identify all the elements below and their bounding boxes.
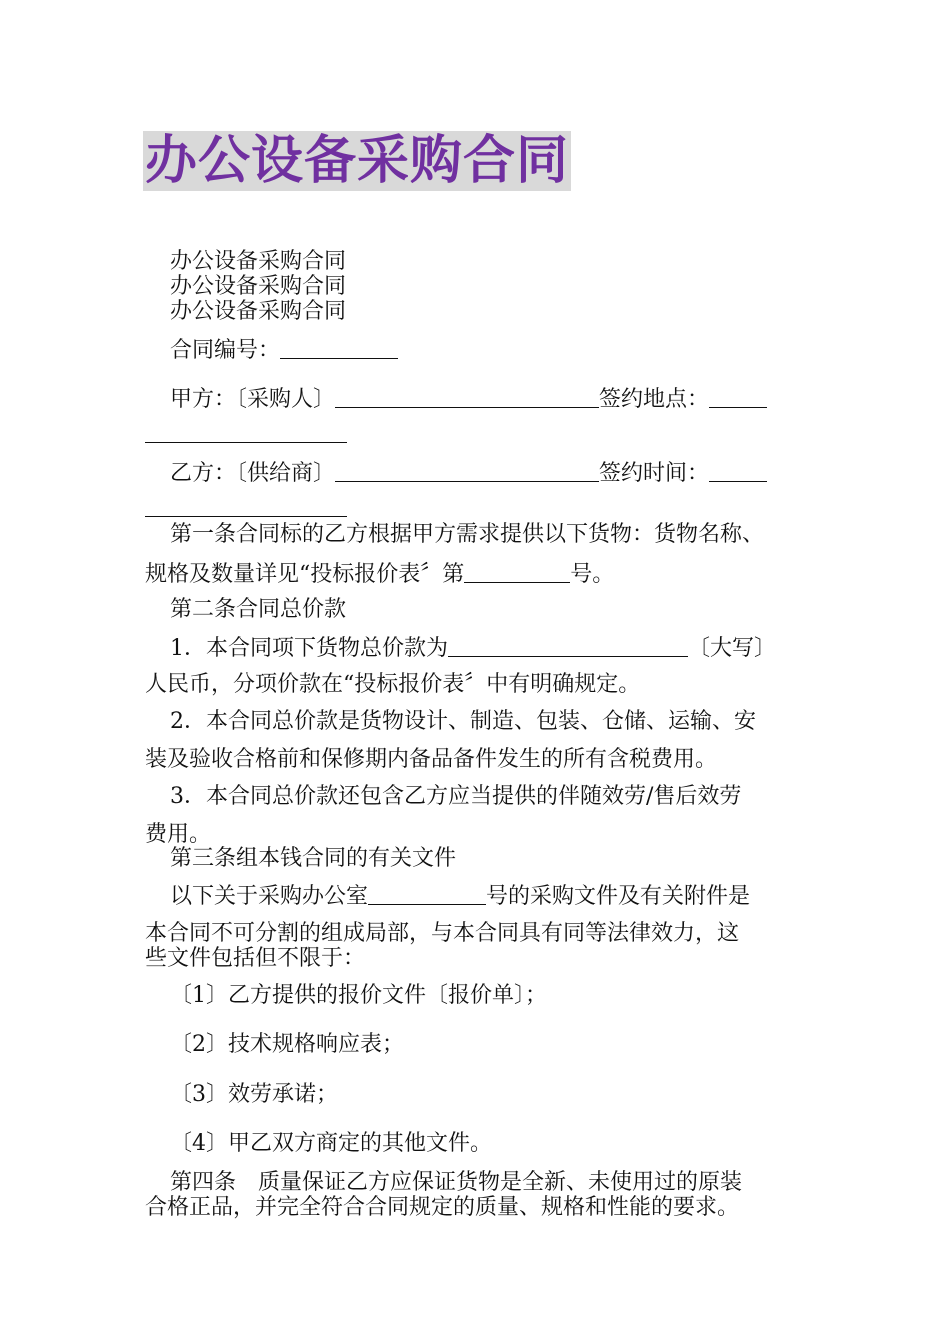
article-4-line-1: 第四条 质量保证乙方应保证货物是全新、未使用过的原装 bbox=[170, 1170, 743, 1195]
article-2-2-line-1: 2．本合同总价款是货物设计、制造、包装、仓储、运输、安 bbox=[170, 709, 756, 734]
document-title: 办公设备采购合同 bbox=[145, 131, 570, 191]
article-2-1-text: 1．本合同项下货物总价款为 bbox=[170, 636, 448, 661]
article-2-title: 第二条合同总价款 bbox=[170, 597, 347, 622]
article-1-line-1: 第一条合同标的乙方根据甲方需求提供以下货物：货物名称、 bbox=[170, 522, 765, 547]
party-b-blank bbox=[335, 459, 599, 482]
subtitle-line: 办公设备采购合同 bbox=[170, 299, 347, 324]
sign-place-label: 签约地点： bbox=[599, 387, 710, 412]
article-2-2-line-2: 装及验收合格前和保修期内备品备件发生的所有含税费用。 bbox=[145, 747, 718, 772]
article-3-suffix: 号的采购文件及有关附件是 bbox=[486, 884, 751, 909]
party-a-blank bbox=[335, 385, 599, 408]
article-1-text: 规格及数量详见“投标报价表〞第 bbox=[145, 562, 465, 587]
contract-number-blank bbox=[280, 336, 398, 359]
party-a-label: 甲方：〔采购人〕 bbox=[170, 387, 336, 412]
article-2-1-suffix: 〔大写〕 bbox=[688, 636, 777, 661]
article-3-title: 第三条组本钱合同的有关文件 bbox=[170, 846, 457, 871]
party-b-line bbox=[170, 459, 767, 487]
procurement-number-blank bbox=[368, 882, 486, 905]
article-3-text: 以下关于采购办公室 bbox=[170, 884, 369, 909]
article-2-1-line-2: 人民币，分项价款在“投标报价表〞中有明确规定。 bbox=[145, 672, 641, 697]
sign-time-label: 签约时间： bbox=[599, 461, 710, 486]
contract-number-label: 合同编号： bbox=[170, 338, 281, 363]
subtitle-line: 办公设备采购合同 bbox=[170, 249, 347, 274]
party-b-label: 乙方：〔供给商〕 bbox=[170, 461, 336, 486]
article-1-suffix: 号。 bbox=[570, 562, 615, 587]
total-price-blank bbox=[448, 634, 688, 657]
document-list-item: 〔1〕乙方提供的报价文件〔报价单〕； bbox=[170, 983, 547, 1008]
bid-number-blank bbox=[464, 560, 570, 583]
sign-place-blank-cont bbox=[145, 420, 347, 448]
article-3-line-2: 本合同不可分割的组成局部，与本合同具有同等法律效力，这 bbox=[145, 921, 740, 946]
article-2-3-line-2: 费用。 bbox=[145, 822, 212, 847]
article-1-line-2 bbox=[145, 560, 614, 588]
sign-time-blank-cont bbox=[145, 494, 347, 522]
sign-place-blank bbox=[709, 385, 767, 408]
document-list-item: 〔4〕甲乙双方商定的其他文件。 bbox=[170, 1131, 492, 1156]
sign-time-blank bbox=[709, 459, 767, 482]
contract-number-line bbox=[170, 336, 398, 364]
document-list-item: 〔2〕技术规格响应表； bbox=[170, 1032, 404, 1057]
article-3-line-3: 些文件包括但不限于： bbox=[145, 946, 366, 971]
article-3-line-1 bbox=[170, 882, 750, 910]
article-2-1-line-1 bbox=[170, 634, 776, 662]
document-list-item: 〔3〕效劳承诺； bbox=[170, 1082, 338, 1107]
subtitle-line: 办公设备采购合同 bbox=[170, 274, 347, 299]
article-2-3-line-1: 3．本合同总价款还包含乙方应当提供的伴随效劳/售后效劳 bbox=[170, 784, 742, 809]
article-4-line-2: 合格正品，并完全符合合同规定的质量、规格和性能的要求。 bbox=[145, 1195, 740, 1220]
party-a-line bbox=[170, 385, 767, 413]
